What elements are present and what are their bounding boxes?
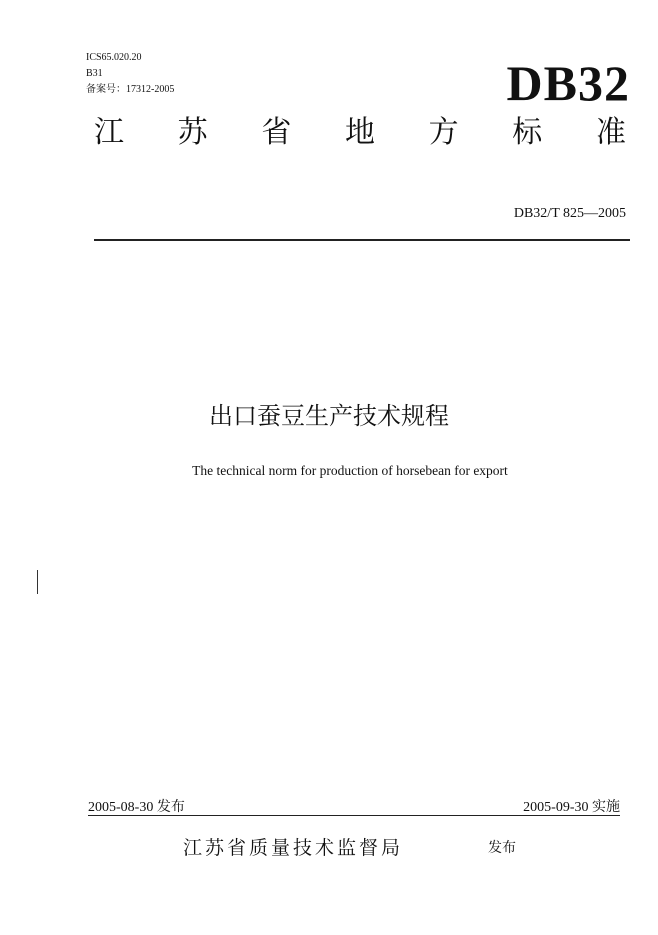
title-char: 标	[512, 115, 543, 150]
title-char: 地	[344, 115, 375, 150]
issuing-authority: 江苏省质量技术监督局	[183, 837, 404, 859]
ics-code: ICS65.020.20	[86, 52, 142, 63]
title-char: 江	[94, 115, 124, 150]
record-number: 备案号：17312-2005	[86, 84, 175, 95]
ccs-code: B31	[86, 68, 103, 79]
title-char: 方	[428, 115, 459, 150]
binding-mark	[37, 570, 38, 594]
footer-rule	[88, 815, 620, 816]
issued-label: 发布	[488, 840, 516, 856]
effective-date: 2005-09-30 实施	[523, 800, 620, 815]
document-title: 出口蚕豆生产技术规程	[209, 402, 449, 430]
title-char: 准	[595, 115, 626, 150]
standard-number: DB32/T 825—2005	[513, 206, 626, 221]
header-rule	[94, 239, 630, 241]
release-date: 2005-08-30 发布	[88, 800, 185, 815]
document-subtitle: The technical norm for production of horsebean for export	[192, 463, 508, 478]
standard-category-title	[94, 115, 626, 150]
title-char: 省	[261, 115, 292, 150]
db32-logo: DB32	[506, 55, 630, 111]
title-char: 苏	[177, 115, 208, 150]
